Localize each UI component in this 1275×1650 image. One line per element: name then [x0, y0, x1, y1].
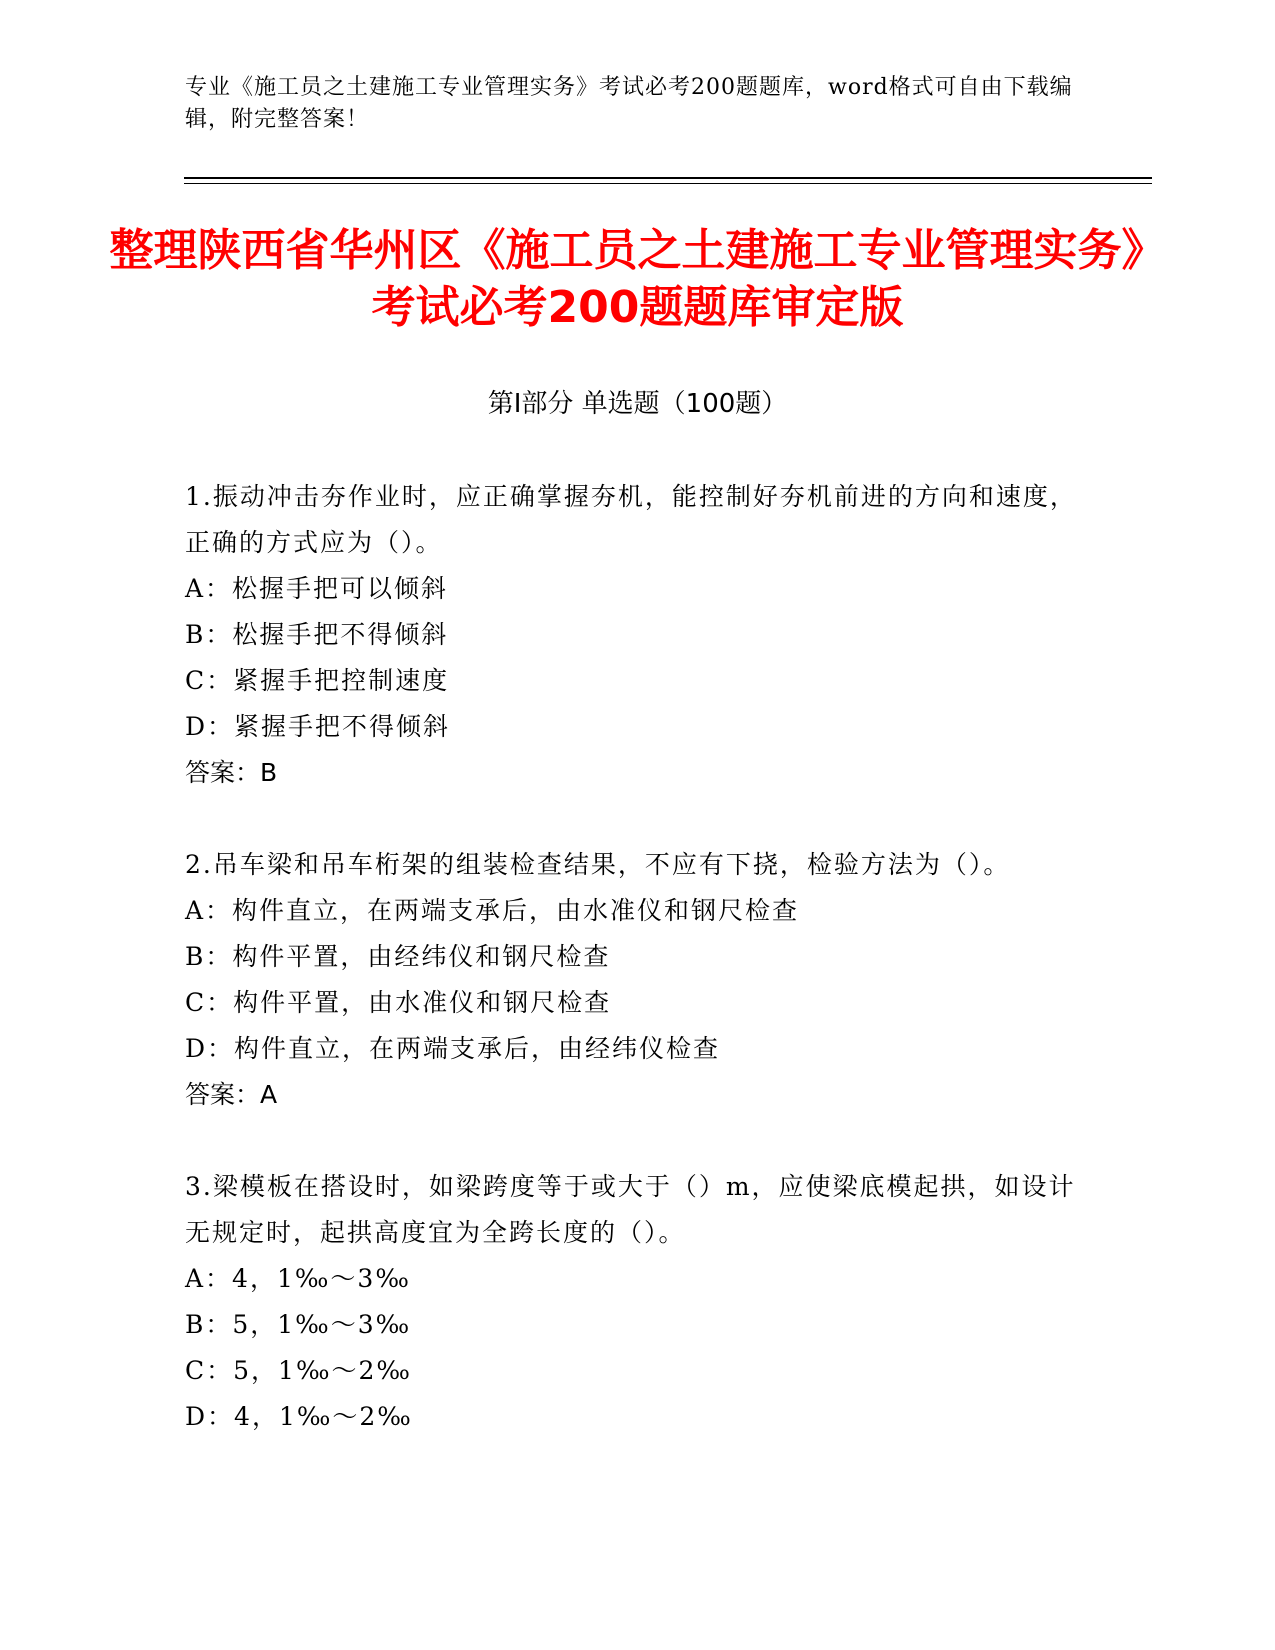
question-stem: 2.吊车梁和吊车桁架的组装检查结果，不应有下挠，检验方法为（）。: [185, 850, 1011, 879]
option-c: C：紧握手把控制速度: [185, 666, 450, 695]
answer-text: 答案：B: [185, 758, 278, 787]
option-a: A：构件直立，在两端支承后，由水准仪和钢尺检查: [185, 896, 800, 925]
option-a: A：松握手把可以倾斜: [185, 574, 449, 603]
option-c: C：5，1‰～2‰: [185, 1356, 412, 1385]
option-b: B：构件平置，由经纬仪和钢尺检查: [185, 942, 611, 971]
question-2: [185, 842, 1085, 1118]
answer-text: 答案：A: [185, 1080, 278, 1109]
section-heading: 第Ⅰ部分 单选题（100题）: [487, 389, 788, 419]
option-a: A：4，1‰～3‰: [185, 1264, 411, 1293]
option-d: D：构件直立，在两端支承后，由经纬仪检查: [185, 1034, 721, 1063]
option-b: B：松握手把不得倾斜: [185, 620, 449, 649]
question-list: [185, 474, 1085, 1486]
question-3: [185, 1164, 1085, 1440]
header-note: 专业《施工员之土建施工专业管理实务》考试必考200题题库，word格式可自由下载编辑，附完整答案！: [185, 75, 1073, 132]
document-title: 整理陕西省华州区《施工员之土建施工专业管理实务》考试必考200题题库审定版: [109, 225, 1166, 333]
question-stem: 3.梁模板在搭设时，如梁跨度等于或大于（）m，应使梁底模起拱，如设计无规定时，起拱高度宜为全跨长度的（）。: [185, 1172, 1076, 1247]
header-divider-thick: [184, 177, 1152, 179]
option-d: D：4，1‰～2‰: [185, 1402, 413, 1431]
option-b: B：5，1‰～3‰: [185, 1310, 412, 1339]
option-d: D：紧握手把不得倾斜: [185, 712, 451, 741]
header-divider-thin: [184, 183, 1152, 184]
question-stem: 1.振动冲击夯作业时，应正确掌握夯机，能控制好夯机前进的方向和速度，正确的方式应为（）。: [185, 482, 1077, 557]
option-c: C：构件平置，由水准仪和钢尺检查: [185, 988, 612, 1017]
question-1: [185, 474, 1085, 796]
